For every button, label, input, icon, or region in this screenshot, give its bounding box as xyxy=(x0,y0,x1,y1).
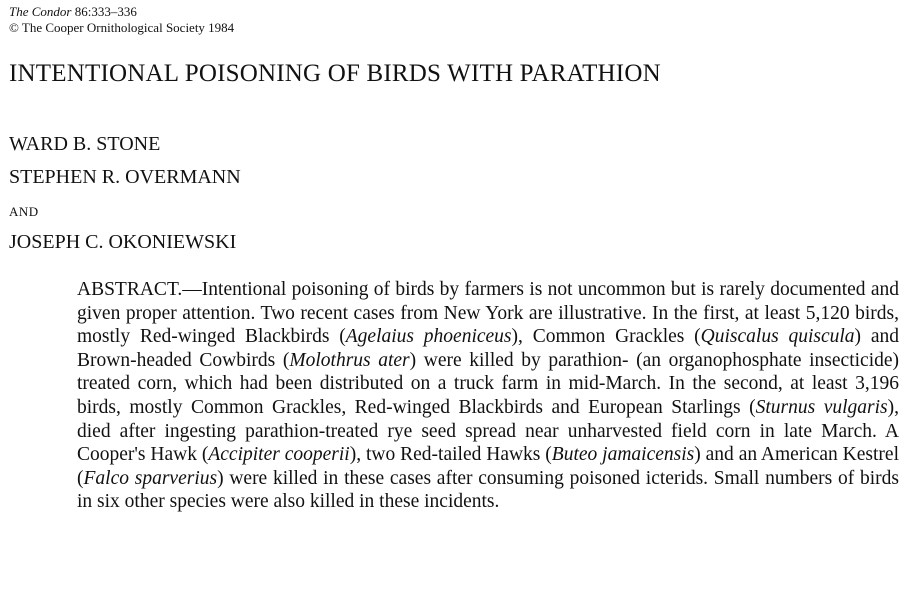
species-name: Accipiter cooperii xyxy=(208,444,350,466)
copyright-line: © The Cooper Ornithological Society 1984 xyxy=(9,20,235,35)
author-conjunction: AND xyxy=(9,204,39,219)
abstract-text: ) and an American Kestrel ( xyxy=(77,444,899,489)
abstract-text: ) were killed in these cases after consuming poisoned icterids. Small numbers of birds in six other species were also killed in these incidents. xyxy=(77,467,899,513)
journal-name: The Condor xyxy=(9,4,72,19)
species-name: Buteo jamaicensis xyxy=(551,444,695,466)
paper-title: INTENTIONAL POISONING OF BIRDS WITH PARATHION xyxy=(9,60,661,87)
species-name: Quiscalus quiscula xyxy=(700,326,855,348)
abstract-text: ) and Brown-headed Cowbirds ( xyxy=(77,326,899,371)
abstract-text: Intentional poisoning of birds by farmers is not uncommon but is rarely documented and given proper attention. Two recent cases from New York are illustrative. In the first, at least 5,120 birds, mostly Red-winged Blackbirds ( xyxy=(77,279,899,348)
author-name: JOSEPH C. OKONIEWSKI xyxy=(9,231,237,253)
abstract-paragraph xyxy=(77,278,899,514)
author-name: WARD B. STONE xyxy=(9,133,161,155)
abstract-text: ), died after ingesting parathion-treated rye seed spread near unharvested field corn in late March. A Cooper's Hawk ( xyxy=(77,396,900,466)
species-name: Sturnus vulgaris xyxy=(755,396,888,418)
abstract-label: ABSTRACT.— xyxy=(77,279,202,300)
species-name: Agelaius phoeniceus xyxy=(345,326,512,348)
volume-pages: 86:333–336 xyxy=(71,4,137,19)
abstract-text: ) were killed by parathion- (an organophosphate insecticide) treated corn, which had been distributed on a truck farm in mid-March. In the second, at least 3,196 birds, mostly Common Grackles, Red-winged Blackbirds and European Starlings ( xyxy=(77,349,900,418)
journal-header xyxy=(9,4,234,36)
journal-citation xyxy=(9,4,234,20)
author-name: STEPHEN R. OVERMANN xyxy=(9,166,241,188)
species-name: Molothrus ater xyxy=(289,349,410,371)
abstract-text: ), two Red-tailed Hawks ( xyxy=(349,444,552,466)
abstract-text: ), Common Grackles ( xyxy=(511,326,701,348)
species-name: Falco sparverius xyxy=(83,467,218,489)
